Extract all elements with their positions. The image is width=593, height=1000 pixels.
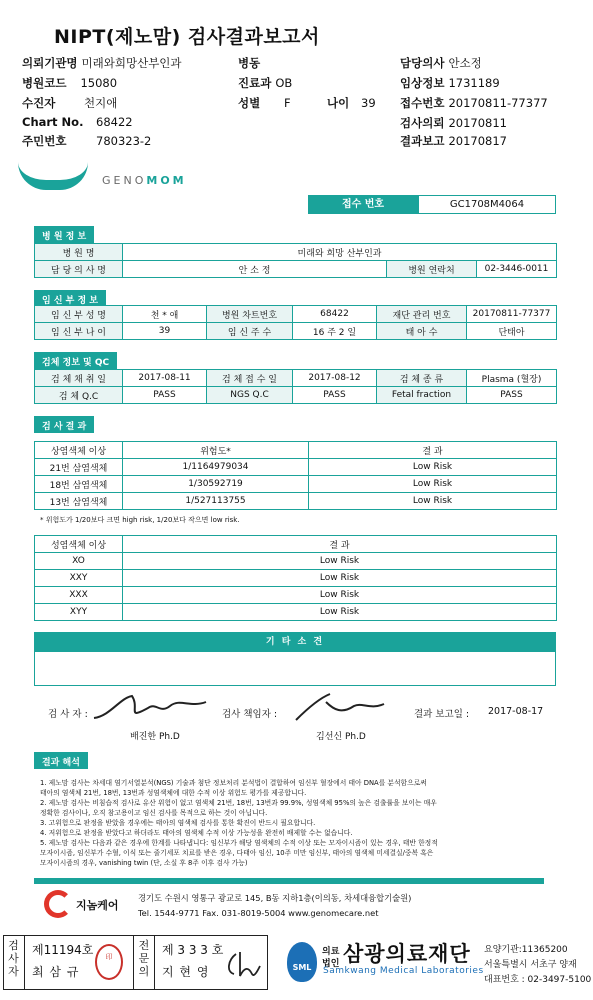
- document-title: NIPT(제노맘) 검사결과보고서: [54, 26, 320, 48]
- chromosome-name: 13번 삼염색체: [35, 493, 123, 510]
- gestation-weeks-label: 임 신 주 수: [207, 323, 293, 340]
- lab-name: 삼광의료재단: [343, 942, 471, 966]
- risk-value: 1/527113755: [123, 493, 309, 510]
- table-row: [35, 553, 557, 570]
- company-contact: Tel. 1544-9771 Fax. 031-8019-5004 www.genomecare.net: [138, 908, 379, 918]
- footer-divider: [34, 878, 544, 884]
- patient-field: 수진자 천지애: [22, 96, 118, 110]
- chromosome-name: 18번 삼염색체: [35, 476, 123, 493]
- tester-vertical-label: 검사자: [3, 935, 25, 990]
- karyotype-name: XXX: [35, 587, 123, 604]
- section-hospital-info: 병 원 정 보: [34, 226, 94, 243]
- karyotype-name: XYY: [35, 604, 123, 621]
- lab-address: 서울특별시 서초구 양재: [484, 960, 577, 970]
- specialist-stamp-name: 지 현 영: [162, 965, 210, 979]
- sml-logo-icon: SML: [287, 942, 317, 982]
- list-item: 모자이시즘, 임신부가 수혈, 이식 또는 줄기세포 치료를 받은 경우, 다태아 임신, 10주 미만 임신부, 태아의 염색체 미세결실/중복 혹은: [40, 849, 434, 857]
- gestation-weeks-value: 16 주 2 일: [293, 323, 377, 340]
- table-row: [35, 604, 557, 621]
- section-interpretation: 결과 해석: [34, 752, 88, 769]
- list-item: 4. 저위험으로 판정을 받았다고 하더라도 태아의 염색체 수적 이상 가능성을 완전히 배제할 수는 없습니다.: [40, 829, 353, 837]
- seal-stamp-icon: 印: [95, 944, 123, 980]
- sample-info-table: [34, 369, 557, 404]
- report-date-label: 결과 보고일 :: [414, 709, 470, 720]
- list-item: 정확한 검사이나, 오직 참고용이고 임신 검사를 목적으로 하는 것이 아닙니다.: [40, 809, 268, 817]
- table-row: [35, 587, 557, 604]
- tester-stamp-name: 최 삼 규: [32, 965, 80, 979]
- list-item: 모자이시즘의 경우, vanishing twin (단, 소실 후 8주 이후 검사 가능): [40, 859, 248, 867]
- karyotype-name: XXY: [35, 570, 123, 587]
- doctor-name-value: 안 소 정: [123, 261, 387, 278]
- sex-chromosome-table: [34, 535, 557, 621]
- collect-date-value: 2017-08-11: [123, 370, 207, 387]
- report-date-value: 2017-08-17: [488, 706, 544, 717]
- doctor-name-label: 담 당 의 사 명: [35, 261, 123, 278]
- sex-chrom-col-header: 성염색체 이상: [35, 536, 123, 553]
- ward-field: 병동: [238, 56, 261, 70]
- tester-signature-icon: [90, 688, 210, 728]
- fetal-fraction-value: PASS: [467, 387, 557, 404]
- sample-type-label: 검 체 종 류: [377, 370, 467, 387]
- result-value: Low Risk: [123, 587, 557, 604]
- tester-name: 배진한 Ph.D: [130, 732, 180, 742]
- result-value: Low Risk: [309, 476, 557, 493]
- patient-age-label: 임 신 부 나 이: [35, 323, 123, 340]
- autosomal-results-table: [34, 441, 557, 510]
- lab-phone: 대표번호 : 02-3497-5100: [484, 975, 592, 985]
- table-row: [35, 493, 557, 510]
- risk-value: 1/1164979034: [123, 459, 309, 476]
- risk-footnote: * 위험도가 1/20보다 크면 high risk, 1/20보다 작으면 low risk.: [40, 516, 240, 524]
- list-item: 3. 고위험으로 판정을 받았을 경우에는 태아의 염색체 검사를 통한 확진이 반드시 필요합니다.: [40, 819, 316, 827]
- receipt-field: 접수번호 20170811-77377: [400, 96, 548, 110]
- result-col-header: 결 과: [309, 442, 557, 459]
- resident-id-field: 주민번호 780323-2: [22, 134, 152, 148]
- table-row: [35, 476, 557, 493]
- lab-info-block: [484, 943, 591, 988]
- lab-english-name: Samkwang Medical Laboratories: [323, 966, 484, 976]
- company-address: 경기도 수원시 영통구 광교로 145, B동 지하1층(이의동, 차세대융합기술원): [138, 893, 412, 903]
- sample-type-value: Plasma (혈장): [467, 370, 557, 387]
- genomom-logo-text: GENOMOM: [102, 174, 187, 187]
- result-value: Low Risk: [123, 604, 557, 621]
- hospital-code-field: 병원코드 15080: [22, 76, 118, 90]
- other-findings-header: 기 타 소 견: [34, 632, 556, 652]
- fetus-count-value: 단태아: [467, 323, 557, 340]
- hospital-contact-label: 병원 연락처: [387, 261, 477, 278]
- receipt-number-label: 접수 번호: [308, 195, 418, 214]
- table-row: [35, 459, 557, 476]
- lab-type-label: 의료 법인: [322, 947, 340, 969]
- hospital-info-table: [34, 243, 557, 278]
- list-item: 2. 제노맘 검사는 비침습적 검사로 유산 위험이 없고 염색체 21번, 18번, 13번과 99.9%, 성염색체 95%의 높은 검출률을 보이는 매우: [40, 799, 437, 807]
- manager-name: 김선신 Ph.D: [316, 732, 366, 742]
- genomecare-logo-icon: [44, 890, 72, 918]
- company-brand: 지놈케어: [76, 899, 119, 912]
- hospital-name-value: 미래와 희망 산부인과: [123, 244, 557, 261]
- result-value: Low Risk: [309, 493, 557, 510]
- section-patient-info: 임 신 부 정 보: [34, 290, 106, 307]
- risk-col-header: 위험도*: [123, 442, 309, 459]
- sex-result-col-header: 결 과: [123, 536, 557, 553]
- fetus-count-label: 태 아 수: [377, 323, 467, 340]
- table-row: [35, 570, 557, 587]
- specialist-vertical-label: 전문의: [133, 935, 155, 990]
- sample-qc-label: 검 체 Q.C: [35, 387, 123, 404]
- patient-name-label: 임 신 부 성 명: [35, 306, 123, 323]
- tester-label: 검 사 자 :: [48, 709, 88, 720]
- hospital-name-label: 병 원 명: [35, 244, 123, 261]
- chromosome-name: 21번 삼염색체: [35, 459, 123, 476]
- list-item: 1. 제노맘 검사는 차세대 염기서열분석(NGS) 기술과 첨단 정보처리 분석법이 결합하여 임신부 혈장에서 태아 DNA를 분석함으로써: [40, 779, 427, 787]
- result-value: Low Risk: [123, 553, 557, 570]
- receipt-number-box: [308, 195, 556, 214]
- sex-field: 성별 F: [238, 96, 291, 110]
- section-results: 검 사 결 과: [34, 416, 94, 433]
- patient-info-table: [34, 305, 557, 340]
- age-field: 나이 39: [327, 96, 376, 110]
- clinical-field: 임상정보 1731189: [400, 76, 500, 90]
- hospital-contact-value: 02-3446-0011: [477, 261, 557, 278]
- mgmt-number-value: 20170811-77377: [467, 306, 557, 323]
- sample-qc-value: PASS: [123, 387, 207, 404]
- section-sample-info: 검체 정보 및 QC: [34, 352, 117, 369]
- result-value: Low Risk: [309, 459, 557, 476]
- report-field: 결과보고 20170817: [400, 134, 507, 148]
- manager-label: 검사 책임자 :: [222, 709, 278, 720]
- request-field: 검사의뢰 20170811: [400, 116, 507, 130]
- risk-value: 1/30592719: [123, 476, 309, 493]
- ngs-qc-value: PASS: [293, 387, 377, 404]
- specialist-license-no: 제 3 3 3 호: [162, 943, 224, 957]
- result-value: Low Risk: [123, 570, 557, 587]
- receipt-number-value: GC1708M4064: [418, 195, 556, 214]
- chart-no-field: Chart No. 68422: [22, 115, 133, 129]
- institution-field: 의뢰기관명 미래와희망산부인과: [22, 56, 182, 70]
- dept-field: 진료과 OB: [238, 76, 293, 90]
- receive-date-label: 검 체 접 수 일: [207, 370, 293, 387]
- interpretation-list: [40, 778, 552, 868]
- other-findings-body: [34, 652, 556, 686]
- autosomal-col-header: 상염색체 이상: [35, 442, 123, 459]
- patient-name-value: 천 * 애: [123, 306, 207, 323]
- specialist-signature-icon: [222, 948, 262, 982]
- manager-signature-icon: [290, 688, 390, 728]
- ngs-qc-label: NGS Q.C: [207, 387, 293, 404]
- list-item: 태아의 염색체 21번, 18번, 13번과 성염색체에 대한 수적 이상 위험도 평가를 제공합니다.: [40, 789, 307, 797]
- chart-number-value: 68422: [293, 306, 377, 323]
- collect-date-label: 검 체 채 취 일: [35, 370, 123, 387]
- receive-date-value: 2017-08-12: [293, 370, 377, 387]
- company-address-block: [138, 891, 411, 921]
- fetal-fraction-label: Fetal fraction: [377, 387, 467, 404]
- chart-number-label: 병원 차트번호: [207, 306, 293, 323]
- tester-license-no: 제11194호: [32, 943, 94, 957]
- karyotype-name: XO: [35, 553, 123, 570]
- lab-institution-code: 요양기관:11365200: [484, 945, 568, 955]
- list-item: 5. 제노맘 검사는 다음과 같은 경우에 한계를 나타냅니다: 임신부가 해당 염색체의 수적 이상 또는 모자이시즘이 있는 경우, 태반 한정적: [40, 839, 438, 847]
- doctor-field: 담당의사 안소정: [400, 56, 482, 70]
- mgmt-number-label: 재단 관리 번호: [377, 306, 467, 323]
- patient-age-value: 39: [123, 323, 207, 340]
